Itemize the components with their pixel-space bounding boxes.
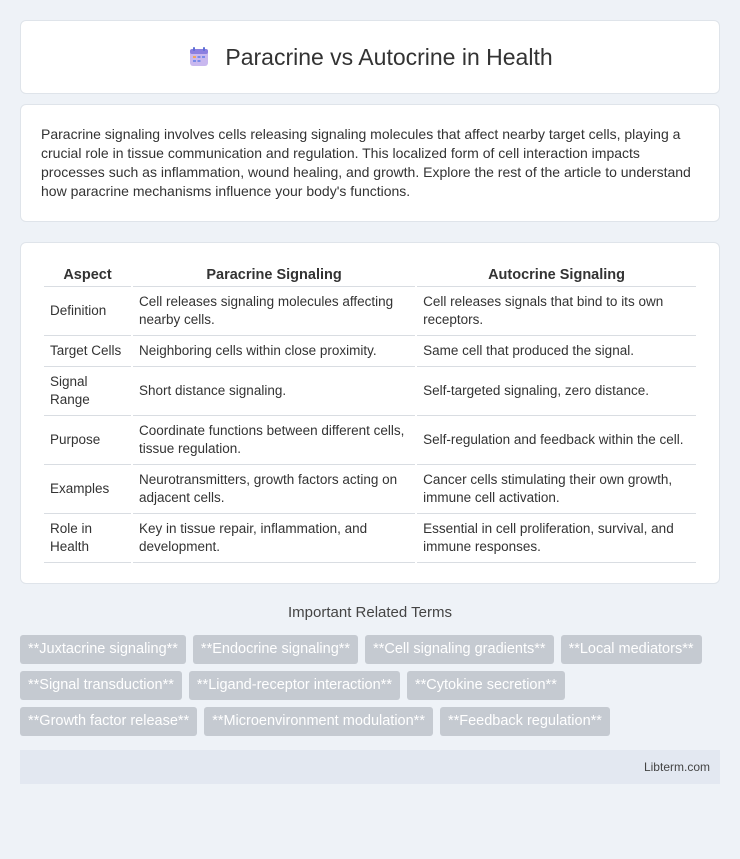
related-term-tag[interactable]: **Cytokine secretion** bbox=[407, 671, 565, 700]
table-row bbox=[44, 416, 696, 465]
row-autocrine: Same cell that produced the signal. bbox=[417, 336, 696, 367]
related-term-tag[interactable]: **Microenvironment modulation** bbox=[204, 707, 433, 736]
row-autocrine: Self-targeted signaling, zero distance. bbox=[417, 367, 696, 416]
row-paracrine: Coordinate functions between different cells, tissue regulation. bbox=[133, 416, 415, 465]
column-header-paracrine: Paracrine Signaling bbox=[133, 263, 415, 287]
related-terms-title: Important Related Terms bbox=[288, 604, 452, 621]
column-header-aspect: Aspect bbox=[44, 263, 131, 287]
related-term-tag[interactable]: **Juxtacrine signaling** bbox=[20, 635, 186, 664]
footer-site-link[interactable]: Libterm.com bbox=[643, 760, 710, 774]
row-autocrine: Cancer cells stimulating their own growth, immune cell activation. bbox=[417, 465, 696, 514]
related-term-tag[interactable]: **Endocrine signaling** bbox=[193, 635, 358, 664]
column-header-autocrine: Autocrine Signaling bbox=[417, 263, 696, 287]
row-paracrine: Key in tissue repair, inflammation, and development. bbox=[133, 514, 415, 563]
page-title: Paracrine vs Autocrine in Health bbox=[225, 43, 553, 70]
comparison-card bbox=[20, 242, 720, 584]
row-aspect: Examples bbox=[44, 465, 131, 514]
row-autocrine: Self-regulation and feedback within the cell. bbox=[417, 416, 696, 465]
related-term-tag[interactable]: **Feedback regulation** bbox=[440, 707, 610, 736]
related-terms-list bbox=[20, 635, 720, 736]
row-aspect: Signal Range bbox=[44, 367, 131, 416]
footer bbox=[20, 750, 720, 784]
table-row bbox=[44, 367, 696, 416]
intro-card bbox=[20, 104, 720, 222]
calendar-icon bbox=[187, 45, 211, 69]
related-term-tag[interactable]: **Local mediators** bbox=[561, 635, 702, 664]
intro-text: Paracrine signaling involves cells releasing signaling molecules that affect nearby target cells, playing a crucial role in tissue communication and regulation. This localized form of cell interaction impacts processes such as inflammation, wound healing, and growth. Explore the rest of the article to understand how paracrine mechanisms influence your body's functions. bbox=[41, 126, 691, 199]
related-term-tag[interactable]: **Cell signaling gradients** bbox=[365, 635, 554, 664]
related-term-tag[interactable]: **Signal transduction** bbox=[20, 671, 182, 700]
row-autocrine: Cell releases signals that bind to its own receptors. bbox=[417, 287, 696, 336]
row-aspect: Role in Health bbox=[44, 514, 131, 563]
row-paracrine: Neurotransmitters, growth factors acting on adjacent cells. bbox=[133, 465, 415, 514]
row-paracrine: Neighboring cells within close proximity. bbox=[133, 336, 415, 367]
row-autocrine: Essential in cell proliferation, survival, and immune responses. bbox=[417, 514, 696, 563]
table-header-row bbox=[44, 263, 696, 287]
row-paracrine: Cell releases signaling molecules affecting nearby cells. bbox=[133, 287, 415, 336]
row-aspect: Purpose bbox=[44, 416, 131, 465]
row-aspect: Definition bbox=[44, 287, 131, 336]
table-row bbox=[44, 465, 696, 514]
title-card bbox=[20, 20, 720, 94]
row-paracrine: Short distance signaling. bbox=[133, 367, 415, 416]
related-term-tag[interactable]: **Ligand-receptor interaction** bbox=[189, 671, 400, 700]
comparison-table bbox=[42, 263, 698, 563]
table-row bbox=[44, 336, 696, 367]
related-term-tag[interactable]: **Growth factor release** bbox=[20, 707, 197, 736]
table-row bbox=[44, 287, 696, 336]
row-aspect: Target Cells bbox=[44, 336, 131, 367]
table-row bbox=[44, 514, 696, 563]
